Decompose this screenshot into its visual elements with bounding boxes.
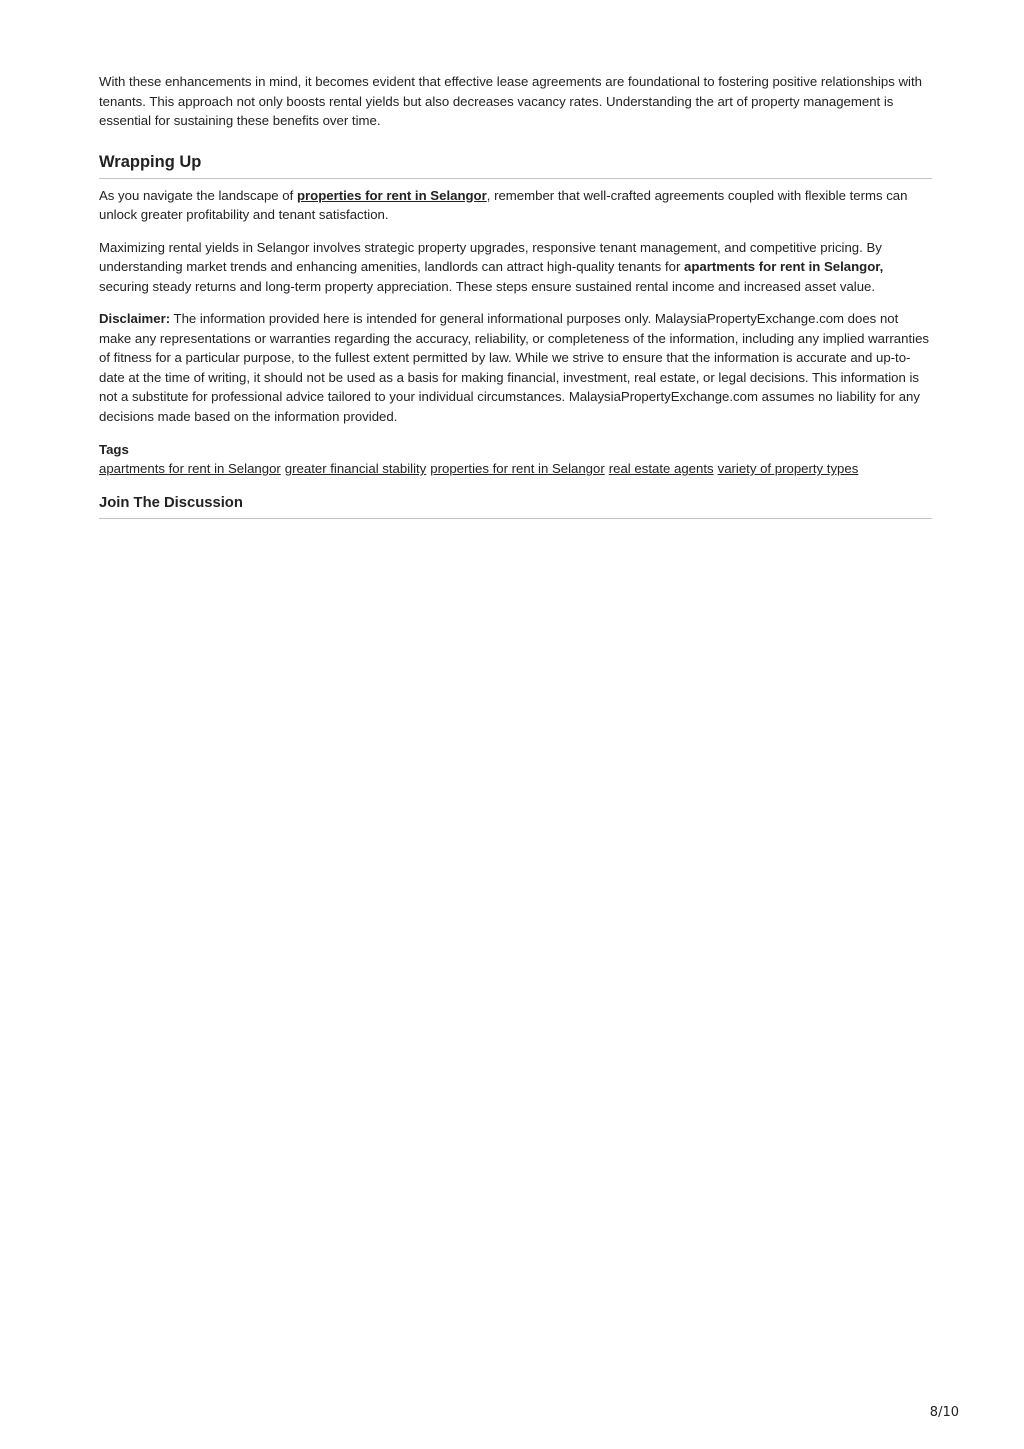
tag-link[interactable]: properties for rent in Selangor [430,461,605,476]
article-content [99,72,932,519]
intro-paragraph: With these enhancements in mind, it becomes evident that effective lease agreements are foundational to fostering positive relationships with tenants. This approach not only boosts rental yields but also decreases vacancy rates. Understanding the art of property management is essential for sustaining these benefits over time. [99,74,922,128]
tag-link[interactable]: variety of property types [717,461,859,476]
tags-heading: Tags [99,442,129,457]
disclaimer-label: Disclaimer: [99,311,171,326]
properties-for-rent-link[interactable]: properties for rent in Selangor [296,187,487,203]
yields-text-after: securing steady returns and long-term property appreciation. These steps ensure sustained rental income and increased asset value. [99,278,876,294]
tag-link[interactable]: real estate agents [608,461,714,476]
tags-list [99,459,932,478]
apartments-bold-text: apartments for rent in Selangor, [684,259,884,274]
wrapping-up-heading: Wrapping Up [99,152,932,179]
disclaimer-text: The information provided here is intended for general informational purposes only. MalaysiaPropertyExchange.com does not make any representations or warranties regarding the accuracy, reliability, or completeness of the information, including any implied warranties of fitness for a particular purpose, to the fullest extent permitted by law. While we strive to ensure that the information is accurate and up-to-date at the time of writing, it should not be used as a basis for making financial, investment, real estate, or legal decisions. This information is not a substitute for professional advice tailored to your individual circumstances. MalaysiaPropertyExchange.com assumes no liability for any decisions made based on the information provided. [99,311,929,424]
wrapping-up-paragraph-1 [99,186,932,225]
wrapping-up-text-before: As you navigate the landscape of [99,187,297,203]
wrapping-up-paragraph-2 [99,238,932,297]
wrapping-up-text-after: , remember that well-crafted agreements coupled with flexible terms can unlock greater profitability and tenant satisfaction. [99,187,908,222]
tag-link[interactable]: greater financial stability [284,461,427,476]
yields-text-before: Maximizing rental yields in Selangor involves strategic property upgrades, responsive tenant management, and competitive pricing. By understanding market trends and enhancing amenities, landlords can attract high-quality tenants for [99,239,882,274]
tag-link[interactable]: apartments for rent in Selangor [99,461,281,476]
page-number: 8/10 [929,1405,959,1420]
disclaimer-paragraph [99,309,932,426]
join-discussion-heading: Join The Discussion [99,494,932,519]
